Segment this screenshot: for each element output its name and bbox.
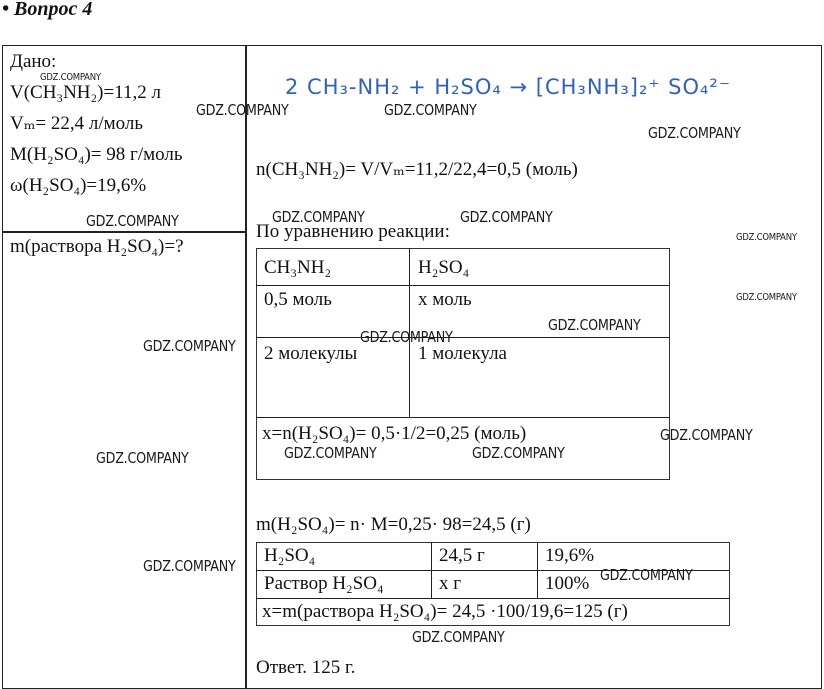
watermark: GDZ.COMPANY [96,449,189,467]
solution-cell: 19,6% [545,545,595,566]
solution-cell: H₂SO₄ [264,545,316,566]
watermark: GDZ.COMPANY [143,557,236,575]
watermark: GDZ.COMPANY [412,628,505,646]
solution-table-hline [256,598,730,599]
ratio-table-hline [256,337,670,338]
column-divider [245,45,247,689]
given-mass-fraction: ω(H₂SO₄)=19,6% [10,175,147,196]
watermark: GDZ.COMPANY [360,328,453,346]
solution-cell: 100% [545,573,590,594]
ratio-header-acid: H₂SO₄ [418,257,470,278]
solution-calc: x=m(раствора H₂SO₄)= 24,5 ·100/19,6=125 (г) [262,601,628,622]
ratio-cell: 2 молекулы [264,343,358,364]
watermark: GDZ.COMPANY [548,316,641,334]
ratio-calc: x=n(H₂SO₄)= 0,5·1/2=0,25 (моль) [262,423,527,444]
solution-cell: Раствор H₂SO₄ [264,573,384,594]
watermark: GDZ.COMPANY [196,101,289,119]
answer-line: Ответ. 125 г. [256,657,356,678]
ratio-cell: 0,5 моль [264,289,332,310]
watermark: GDZ.COMPANY [284,444,377,462]
find-label: m(раствора H₂SO₄)=? [10,236,184,257]
ratio-cell: 1 молекула [418,343,507,364]
ratio-table-hline [256,285,670,286]
question-heading: • Вопрос 4 [2,0,93,20]
watermark: GDZ.COMPANY [600,566,693,584]
watermark: GDZ.COMPANY [736,232,797,243]
ratio-cell: x моль [418,289,472,310]
given-find-divider [2,231,246,233]
ratio-table-hline [256,417,670,418]
reaction-equation: 2 CH₃-NH₂ + H₂SO₄ → [CH₃NH₃]₂⁺ SO₄²⁻ [285,75,731,99]
ratio-header-amine: CH₃NH₂ [264,257,332,278]
acid-mass: m(H₂SO₄)= n· M=0,25· 98=24,5 (г) [256,514,531,535]
watermark: GDZ.COMPANY [86,212,179,230]
given-volume: V(CH₃NH₂)=11,2 л [10,82,161,103]
watermark: GDZ.COMPANY [40,72,101,83]
given-title: Дано: [10,51,57,72]
watermark: GDZ.COMPANY [660,426,753,444]
watermark: GDZ.COMPANY [143,337,236,355]
solution-cell: x г [439,573,462,594]
given-molar-volume: Vₘ= 22,4 л/моль [10,113,144,134]
solution-cell: 24,5 г [439,545,485,566]
watermark: GDZ.COMPANY [736,292,797,303]
by-equation-label: По уравнению реакции: [256,221,450,242]
solution-table [256,542,730,626]
watermark: GDZ.COMPANY [384,101,477,119]
watermark: GDZ.COMPANY [460,208,553,226]
watermark: GDZ.COMPANY [472,444,565,462]
watermark: GDZ.COMPANY [272,208,365,226]
given-molar-mass: M(H₂SO₄)= 98 г/моль [10,144,183,165]
watermark: GDZ.COMPANY [648,124,741,142]
amine-moles: n(CH₃NH₂)= V/Vₘ=11,2/22,4=0,5 (моль) [256,159,578,180]
